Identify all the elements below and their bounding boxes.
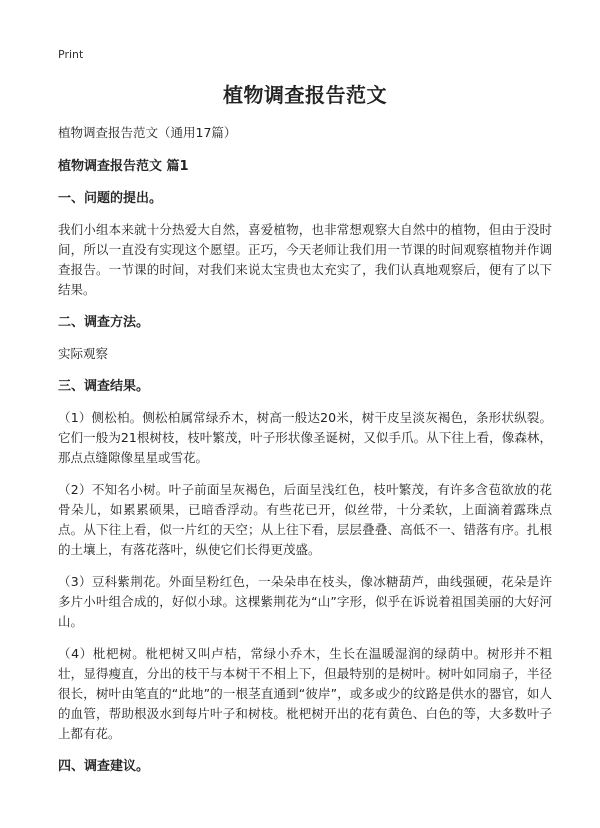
print-link[interactable]: Print xyxy=(58,48,84,61)
document-subtitle: 植物调查报告范文（通用17篇） xyxy=(58,125,237,140)
article-heading: 植物调查报告范文 篇1 xyxy=(58,159,189,174)
section-heading-method: 二、调查方法。 xyxy=(58,315,150,330)
paragraph-result-4: （4）枇杷树。枇杷树又叫卢桔，常绿小乔木，生长在温暖湿润的绿荫中。树形并不粗壮，显得瘦直，分出的枝干与本树干不相上下，但最特别的是树叶。树叶如同扇子，半径很长，树叶由笔直的“此地”的一根茎直通到“彼岸”，或多或少的纹路是供水的器官，如人的血管，帮助根汲水到每片叶子和树枝。枇杷树开出的花有黄色、白色的等，大多数叶子上都有花。 xyxy=(58,646,552,741)
page-title: 植物调查报告范文 xyxy=(223,83,387,107)
paragraph-method: 实际观察 xyxy=(58,346,109,361)
section-heading-suggestions: 四、调查建议。 xyxy=(58,759,150,774)
paragraph-result-1: （1）侧松柏。侧松柏属常绿乔木，树高一般达20米，树干皮呈淡灰褐色，条形状纵裂。它们一般为21根树枝，枝叶繁茂，叶子形状像圣诞树，又似手爪。从下往上看，像森林，那点点缝隙像星星或雪花。 xyxy=(58,410,552,465)
paragraph-result-2: （2）不知名小树。叶子前面呈灰褐色，后面呈浅红色，枝叶繁茂，有许多含苞欲放的花骨朵儿，如累累硕果，已暗香浮动。有些花已开，似丝带，十分柔软，上面滴着露珠点点。从下往上看，似一片红的天空；从上往下看，层层叠叠、高低不一、错落有序。扎根的土壤上，有落花落叶，纵使它们长得更茂盛。 xyxy=(58,482,552,557)
paragraph-result-3: （3）豆科紫荆花。外面呈粉红色，一朵朵串在枝头，像冰糖葫芦，曲线强硬，花朵是许多片小叶组合成的，好似小球。这棵紫荆花为“山”字形，似乎在诉说着祖国美丽的大好河山。 xyxy=(58,574,552,629)
section-heading-problem: 一、问题的提出。 xyxy=(58,191,163,206)
paragraph-problem: 我们小组本来就十分热爱大自然，喜爱植物，也非常想观察大自然中的植物，但由于没时间，所以一直没有实现这个愿望。正巧，今天老师让我们用一节课的时间观察植物并作调查报告。一节课的时间，对我们来说太宝贵也太充实了，我们认真地观察后，便有了以下结果。 xyxy=(58,222,552,297)
section-heading-results: 三、调查结果。 xyxy=(58,379,150,394)
